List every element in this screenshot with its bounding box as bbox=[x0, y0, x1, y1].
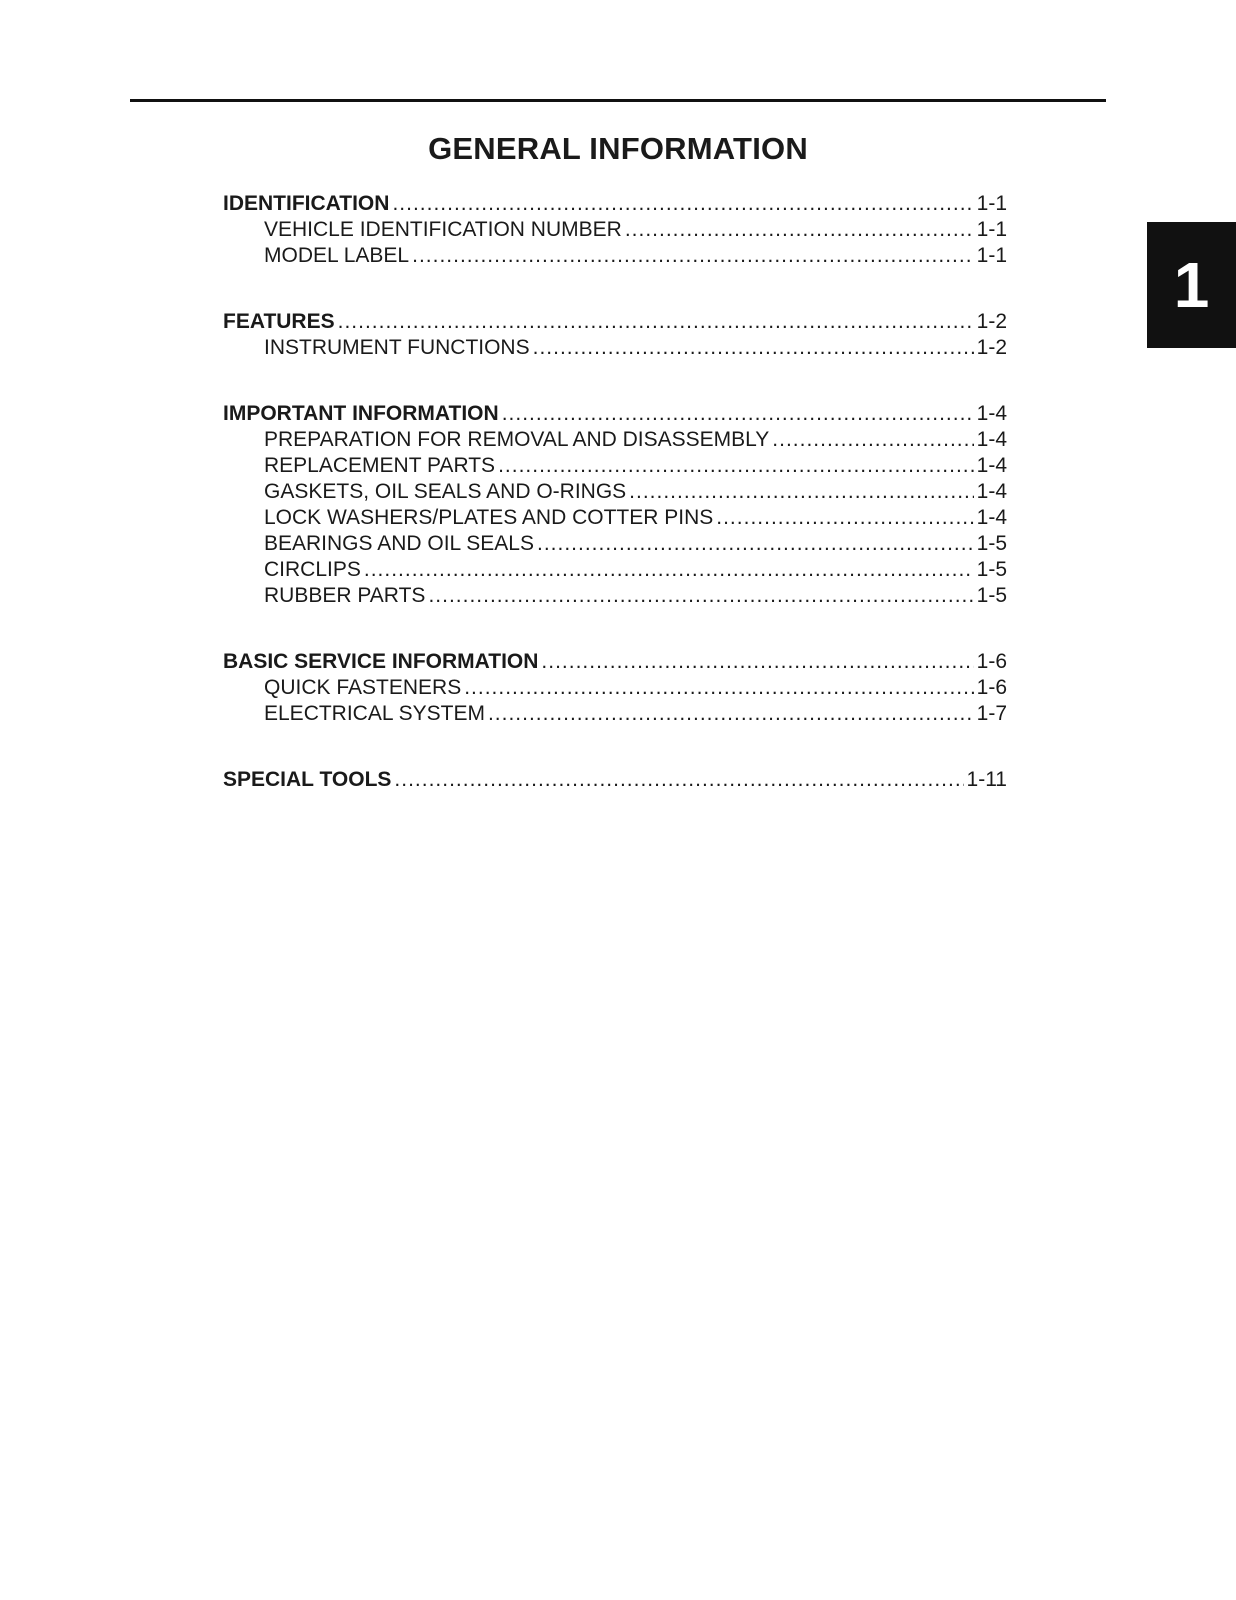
dot-leader bbox=[392, 191, 973, 217]
toc-section-identification bbox=[223, 191, 1007, 269]
toc-label: IDENTIFICATION bbox=[223, 192, 390, 215]
toc-label: QUICK FASTENERS bbox=[264, 676, 462, 699]
toc-label: PREPARATION FOR REMOVAL AND DISASSEMBLY bbox=[264, 428, 770, 451]
top-rule bbox=[130, 99, 1106, 102]
toc-item[interactable] bbox=[223, 335, 1007, 361]
toc-page-number: 1-1 bbox=[976, 218, 1007, 241]
toc-page-number: 1-11 bbox=[966, 768, 1007, 791]
toc-page-number: 1-4 bbox=[976, 428, 1007, 451]
toc-page-number: 1-2 bbox=[976, 336, 1007, 359]
toc-label: FEATURES bbox=[223, 310, 335, 333]
toc-page-number: 1-2 bbox=[976, 310, 1007, 333]
toc-item[interactable] bbox=[223, 479, 1007, 505]
toc-item[interactable] bbox=[223, 243, 1007, 269]
toc-label: RUBBER PARTS bbox=[264, 584, 426, 607]
toc-page-number: 1-4 bbox=[976, 454, 1007, 477]
toc-item[interactable] bbox=[223, 453, 1007, 479]
toc-item[interactable] bbox=[223, 675, 1007, 701]
toc-page-number: 1-6 bbox=[976, 676, 1007, 699]
toc-section-features bbox=[223, 309, 1007, 361]
toc-section-important-information bbox=[223, 401, 1007, 609]
dot-leader bbox=[428, 583, 973, 609]
dot-leader bbox=[716, 505, 973, 531]
toc-item[interactable] bbox=[223, 701, 1007, 727]
toc-section-special-tools bbox=[223, 767, 1007, 793]
toc-item[interactable] bbox=[223, 531, 1007, 557]
chapter-tab[interactable]: 1 bbox=[1147, 222, 1236, 348]
dot-leader bbox=[338, 309, 974, 335]
toc-heading[interactable] bbox=[223, 649, 1007, 675]
toc-label: BASIC SERVICE INFORMATION bbox=[223, 650, 539, 673]
dot-leader bbox=[533, 335, 974, 361]
toc-page-number: 1-5 bbox=[976, 558, 1007, 581]
dot-leader bbox=[394, 767, 963, 793]
dot-leader bbox=[537, 531, 974, 557]
toc-label: REPLACEMENT PARTS bbox=[264, 454, 496, 477]
toc-item[interactable] bbox=[223, 557, 1007, 583]
table-of-contents bbox=[223, 191, 1007, 833]
toc-item[interactable] bbox=[223, 217, 1007, 243]
toc-page-number: 1-6 bbox=[976, 650, 1007, 673]
toc-page-number: 1-5 bbox=[976, 532, 1007, 555]
dot-leader bbox=[498, 453, 974, 479]
dot-leader bbox=[412, 243, 974, 269]
toc-label: IMPORTANT INFORMATION bbox=[223, 402, 499, 425]
toc-page-number: 1-4 bbox=[976, 506, 1007, 529]
dot-leader bbox=[541, 649, 973, 675]
toc-page-number: 1-4 bbox=[976, 402, 1007, 425]
toc-label: LOCK WASHERS/PLATES AND COTTER PINS bbox=[264, 506, 714, 529]
dot-leader bbox=[625, 217, 974, 243]
toc-heading[interactable] bbox=[223, 401, 1007, 427]
toc-item[interactable] bbox=[223, 505, 1007, 531]
toc-item[interactable] bbox=[223, 427, 1007, 453]
page-title: GENERAL INFORMATION bbox=[428, 130, 808, 166]
toc-page-number: 1-4 bbox=[976, 480, 1007, 503]
toc-page-number: 1-1 bbox=[976, 192, 1007, 215]
dot-leader bbox=[488, 701, 974, 727]
toc-label: CIRCLIPS bbox=[264, 558, 361, 581]
toc-label: SPECIAL TOOLS bbox=[223, 768, 392, 791]
toc-heading[interactable] bbox=[223, 309, 1007, 335]
toc-label: INSTRUMENT FUNCTIONS bbox=[264, 336, 530, 359]
toc-item[interactable] bbox=[223, 583, 1007, 609]
toc-page-number: 1-7 bbox=[976, 702, 1007, 725]
dot-leader bbox=[464, 675, 973, 701]
toc-label: ELECTRICAL SYSTEM bbox=[264, 702, 485, 725]
toc-heading[interactable] bbox=[223, 767, 1007, 793]
toc-section-basic-service-information bbox=[223, 649, 1007, 727]
toc-label: BEARINGS AND OIL SEALS bbox=[264, 532, 534, 555]
toc-label: GASKETS, OIL SEALS AND O-RINGS bbox=[264, 480, 627, 503]
toc-page-number: 1-5 bbox=[976, 584, 1007, 607]
toc-heading[interactable] bbox=[223, 191, 1007, 217]
dot-leader bbox=[502, 401, 974, 427]
toc-label: MODEL LABEL bbox=[264, 244, 410, 267]
dot-leader bbox=[772, 427, 973, 453]
dot-leader bbox=[364, 557, 974, 583]
toc-page-number: 1-1 bbox=[976, 244, 1007, 267]
dot-leader bbox=[629, 479, 973, 505]
toc-label: VEHICLE IDENTIFICATION NUMBER bbox=[264, 218, 622, 241]
